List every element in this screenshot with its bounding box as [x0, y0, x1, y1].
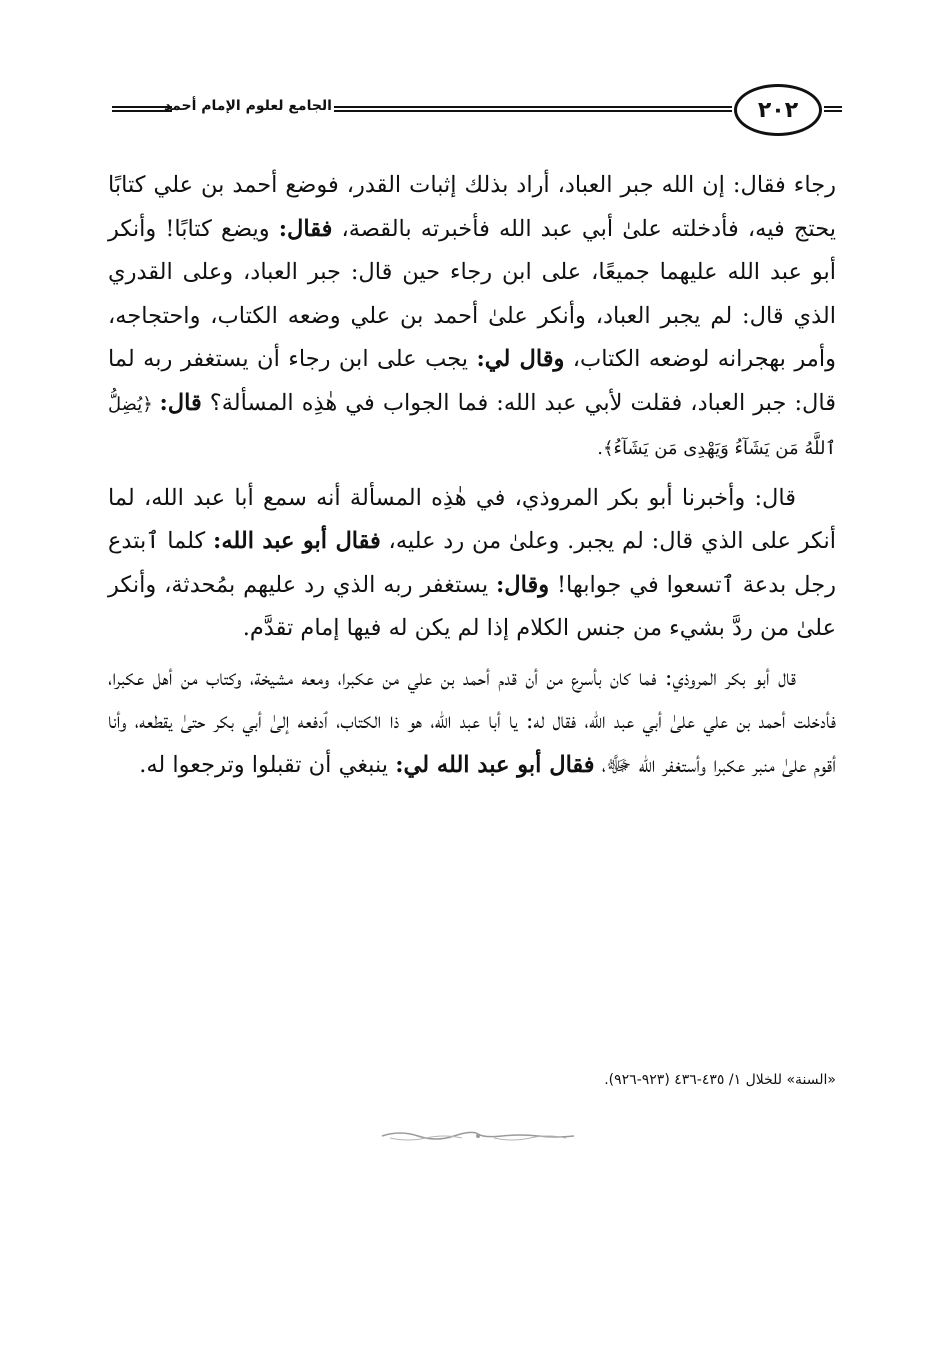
header-rule-left [112, 106, 172, 112]
paragraph-2 [108, 477, 836, 651]
bold-run: قال: [159, 389, 202, 416]
body-text [108, 164, 836, 787]
page-header [112, 82, 842, 142]
bold-run: فقال أبو عبد الله لي: [395, 751, 595, 778]
text-run: ويضع كتابًا! وأنكر أبو عبد الله عليهما جميعًا، على ابن رجاء حين قال: جبر العباد، وعلى القدري الذي قال: لم يجبر العباد، وأنكر علىٰ أحمد بن علي وضعه الكتاب، واحتجاجه، وأمر بهجرانه لوضعه الكتاب، [108, 215, 836, 372]
text-run: ينبغي أن تقبلوا وترجعوا له. [139, 751, 396, 778]
text-run: يستغفر ربه الذي رد عليهم بمُحدثة، وأنكر علىٰ من ردَّ بشيء من جنس الكلام إذا لم يكن له فيها إمام تقدَّم. [108, 571, 836, 641]
header-rule-right [334, 106, 732, 112]
text-run: قال أبو بكر المروذي: فما كان بأسرع من أن قدم أحمد بن علي من عكبرا، ومعه مشيخة، وكتاب من أهل عكبرا، فأدخلت أحمد بن علي علىٰ أبي عبد الله، فقال له: يا أبا عبد الله، هو ذا الكتاب، ٱدفعه إلىٰ أبي بكر حتىٰ يقطعه، وأنا أقوم علىٰ منبر عكبرا وأستغفر الله ﷻ، [108, 664, 836, 778]
ornament-divider [380, 1128, 576, 1144]
bold-run: وقال لي: [476, 346, 565, 372]
bold-run: فقال: [278, 215, 333, 242]
bold-run: وقال: [495, 571, 550, 598]
source-citation: «السنة» للخلال ١/ ٤٣٥-٤٣٦ (٩٢٣-٩٢٦). [604, 1072, 836, 1088]
page-number: ٢٠٢ [734, 84, 822, 136]
quran-verse: ﴿يُضِلُّ ٱللَّهُ مَن يَشَآءُ وَيَهْدِى مَن يَشَآءُ﴾. [108, 393, 836, 459]
header-rule-far-right [824, 106, 842, 112]
text-run: يجب على ابن رجاء أن يستغفر ربه لما قال: جبر العباد، فقلت لأبي عبد الله: فما الجواب في هٰذِه المسألة؟ [108, 346, 836, 416]
header-title: الجامع لعلوم الإمام أحمد [164, 98, 332, 114]
bold-run: فقال أبو عبد الله: [213, 528, 381, 554]
paragraph-1 [108, 164, 836, 471]
text-run: رجاء فقال: إن الله جبر العباد، أراد بذلك إثبات القدر، فوضع أحمد بن علي كتابًا يحتج فيه، فأدخلته علىٰ أبي عبد الله فأخبرته بالقصة، [108, 172, 836, 242]
text-run: كلما ٱبتدع رجل بدعة ٱتسعوا في جوابها! [108, 528, 836, 598]
text-run: قال: وأخبرنا أبو بكر المروذي، في هٰذِه المسألة أنه سمع أبا عبد الله، لما أنكر على الذي قال: لم يجبر. وعلىٰ من رد عليه، [108, 484, 836, 554]
paragraph-3 [108, 657, 836, 788]
